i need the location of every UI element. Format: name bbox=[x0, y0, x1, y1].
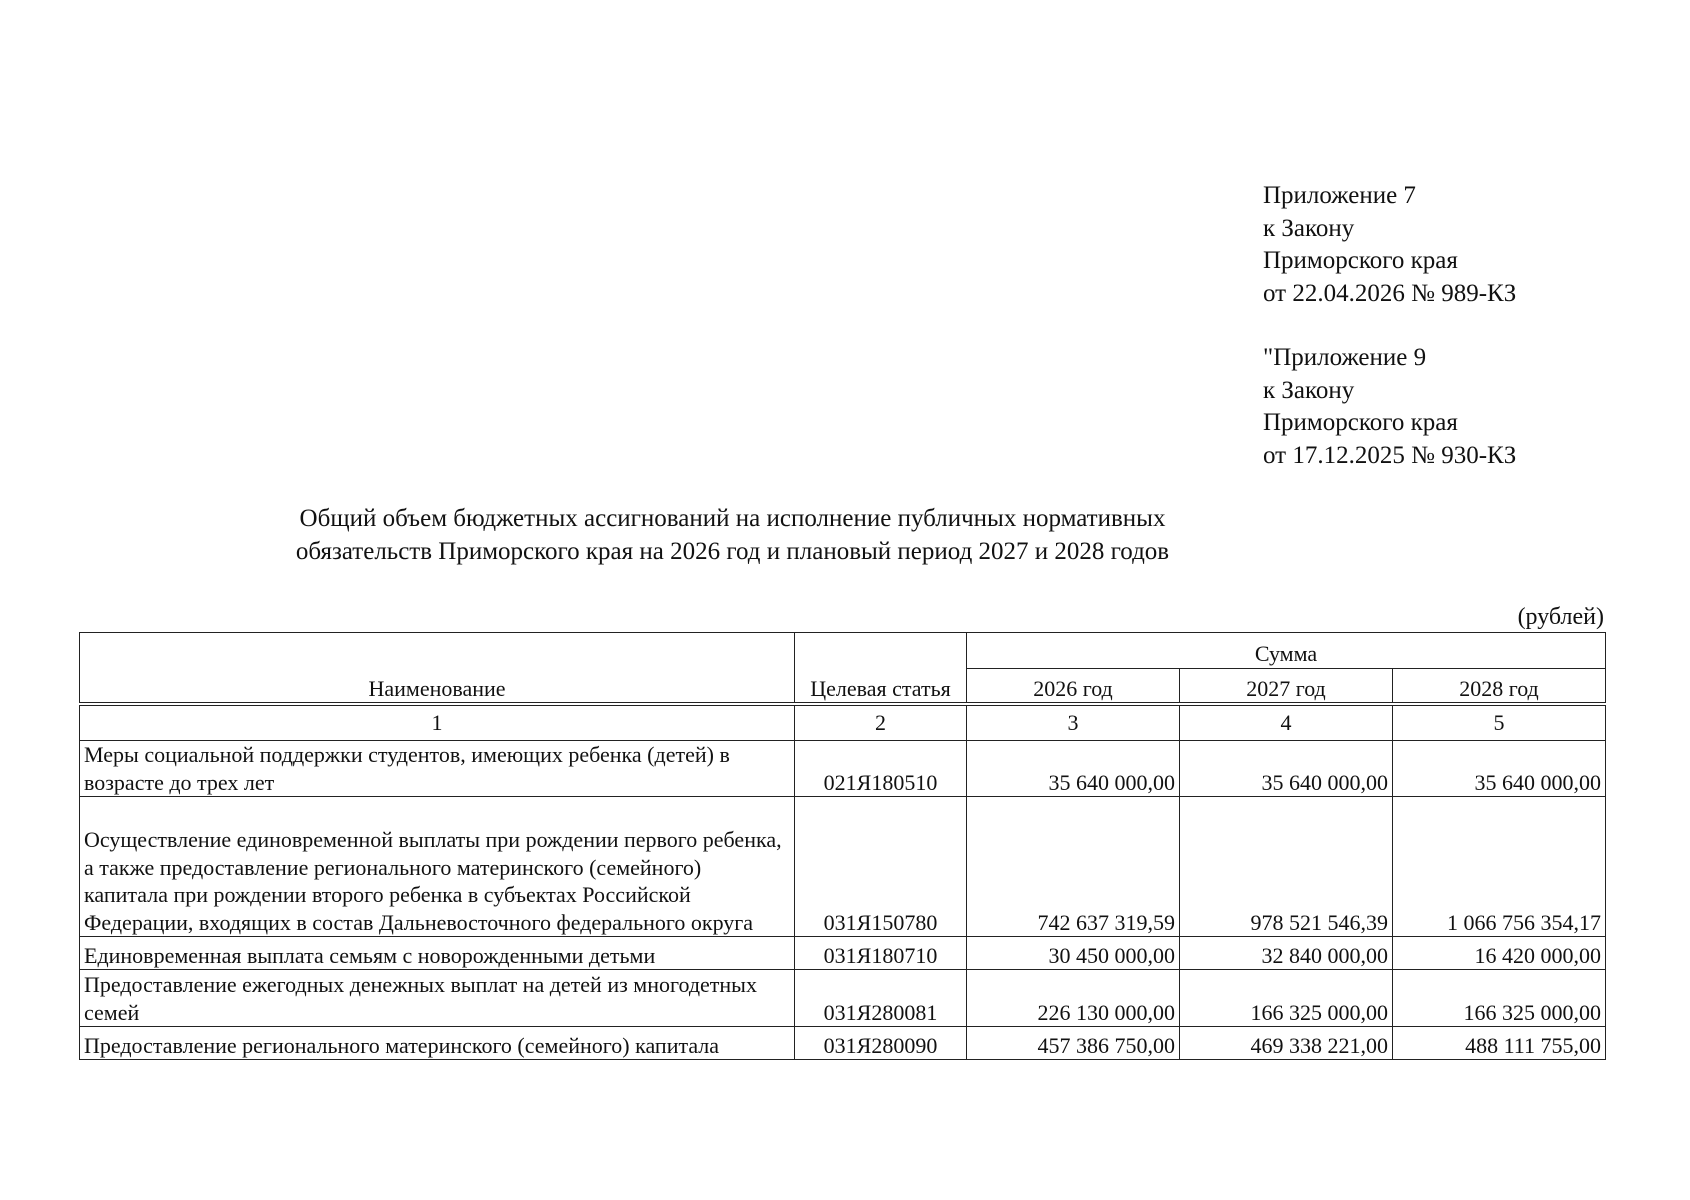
table-row bbox=[80, 937, 1606, 970]
row-target-article: 031Я150780 bbox=[795, 797, 967, 937]
row-amount-2028: 16 420 000,00 bbox=[1393, 937, 1606, 970]
budget-table bbox=[79, 632, 1606, 1060]
row-amount-2028: 1 066 756 354,17 bbox=[1393, 797, 1606, 937]
appendix-current-law: к Закону bbox=[1263, 214, 1355, 242]
row-amount-2028: 166 325 000,00 bbox=[1393, 970, 1606, 1027]
appendix-current-block bbox=[1263, 180, 1516, 310]
appendix-amended-date: от 17.12.2025 № 930-КЗ bbox=[1263, 441, 1517, 469]
row-amount-2028: 488 111 755,00 bbox=[1393, 1027, 1606, 1060]
row-name: Осуществление единовременной выплаты при рождении первого ребенка, а также предоставление регионального материнского (семейного) капитала при рождении второго ребенка в субъектах Российской Федерации, входящих в состав Дальневосточного федерального округа bbox=[80, 797, 795, 937]
document-title-line-2: обязательств Приморского края на 2026 год и плановый период 2027 и 2028 годов bbox=[295, 537, 1170, 565]
row-target-article: 031Я180710 bbox=[795, 937, 967, 970]
appendix-amended-block bbox=[1263, 342, 1516, 472]
column-number: 3 bbox=[967, 706, 1180, 741]
row-amount-2026: 226 130 000,00 bbox=[967, 970, 1180, 1027]
row-target-article: 031Я280090 bbox=[795, 1027, 967, 1060]
column-number-row bbox=[80, 706, 1606, 741]
row-name: Единовременная выплата семьям с новорожденными детьми bbox=[80, 937, 795, 970]
header-year-2027: 2027 год bbox=[1180, 668, 1393, 703]
currency-unit-label: (рублей) bbox=[1517, 604, 1604, 630]
row-name: Предоставление регионального материнского (семейного) капитала bbox=[80, 1027, 795, 1060]
column-number: 4 bbox=[1180, 706, 1393, 741]
row-amount-2027: 32 840 000,00 bbox=[1180, 937, 1393, 970]
column-number: 5 bbox=[1393, 706, 1606, 741]
row-amount-2026: 742 637 319,59 bbox=[967, 797, 1180, 937]
row-amount-2028: 35 640 000,00 bbox=[1393, 741, 1606, 797]
row-amount-2027: 166 325 000,00 bbox=[1180, 970, 1393, 1027]
row-amount-2027: 469 338 221,00 bbox=[1180, 1027, 1393, 1060]
header-year-2028: 2028 год bbox=[1393, 668, 1606, 703]
row-amount-2027: 978 521 546,39 bbox=[1180, 797, 1393, 937]
row-target-article: 021Я180510 bbox=[795, 741, 967, 797]
row-amount-2026: 30 450 000,00 bbox=[967, 937, 1180, 970]
row-name: Меры социальной поддержки студентов, имеющих ребенка (детей) в возрасте до трех лет bbox=[80, 741, 795, 797]
row-amount-2027: 35 640 000,00 bbox=[1180, 741, 1393, 797]
table-row bbox=[80, 741, 1606, 797]
document-title bbox=[200, 503, 1265, 568]
appendix-current-date: от 22.04.2026 № 989-КЗ bbox=[1263, 279, 1517, 307]
appendix-amended-number: "Приложение 9 bbox=[1263, 344, 1427, 371]
header-year-2026: 2026 год bbox=[967, 668, 1180, 703]
appendix-current-number: Приложение 7 bbox=[1263, 182, 1416, 209]
appendix-current-region: Приморского края bbox=[1263, 247, 1458, 274]
appendix-amended-law: к Закону bbox=[1263, 376, 1355, 404]
column-number: 1 bbox=[80, 706, 795, 741]
row-amount-2026: 35 640 000,00 bbox=[967, 741, 1180, 797]
header-sum: Сумма bbox=[967, 633, 1606, 669]
table-row bbox=[80, 797, 1606, 937]
appendix-amended-region: Приморского края bbox=[1263, 409, 1458, 436]
document-title-line-1: Общий объем бюджетных ассигнований на исполнение публичных нормативных bbox=[299, 505, 1166, 532]
table-row bbox=[80, 970, 1606, 1027]
header-name: Наименование bbox=[80, 633, 795, 703]
table-header-row bbox=[80, 633, 1606, 669]
header-target-article: Целевая статья bbox=[795, 633, 967, 703]
row-name: Предоставление ежегодных денежных выплат на детей из многодетных семей bbox=[80, 970, 795, 1027]
column-number: 2 bbox=[795, 706, 967, 741]
table-row bbox=[80, 1027, 1606, 1060]
row-target-article: 031Я280081 bbox=[795, 970, 967, 1027]
row-amount-2026: 457 386 750,00 bbox=[967, 1027, 1180, 1060]
